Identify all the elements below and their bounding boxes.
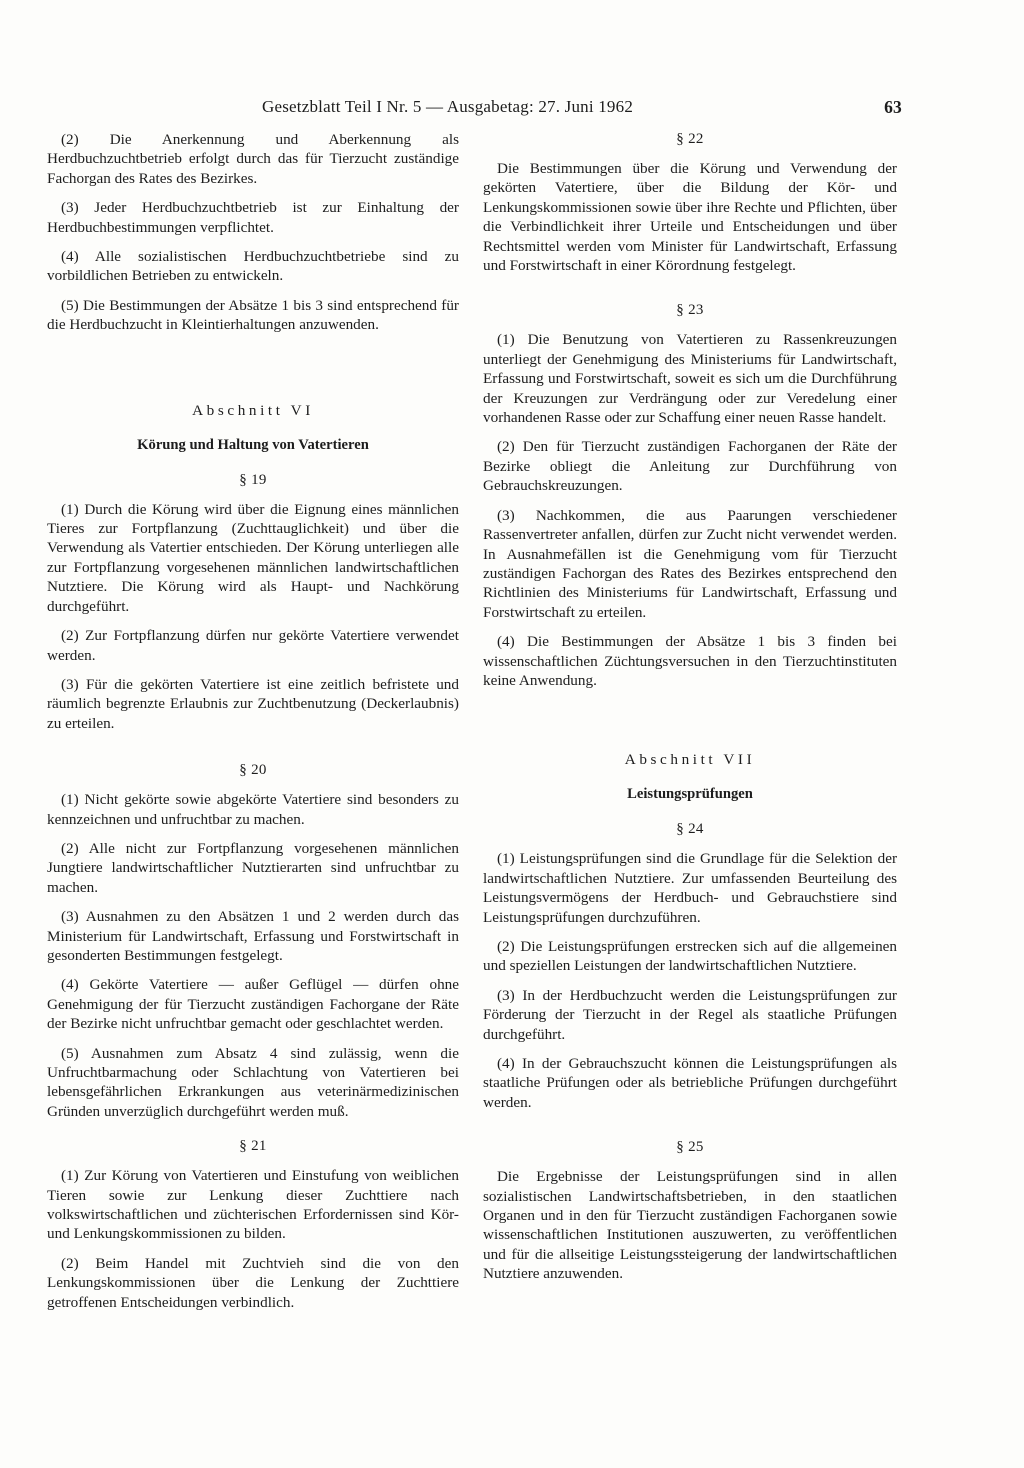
paragraph-24-4: (4) In der Gebrauchszucht können die Leistungsprüfungen als staatliche Prüfungen oder als betriebliche Prüfungen durchgeführt werden. [483, 1055, 897, 1111]
paragraph-20-5: (5) Ausnahmen zum Absatz 4 sind zulässig, wenn die Unfruchtbarmachung oder Schlachtung von Vatertieren bei lebensgefährlichen Erkrankungen aus veterinärmedizinischen Gründen unverzüglich durchgeführt werden muß. [47, 1044, 459, 1120]
paragraph-sign-21: § 21 [239, 1138, 267, 1155]
paragraph-20-4: (4) Gekörte Vatertiere — außer Geflügel — dürfen ohne Genehmigung der für Tierzucht zuständigen Fachorgane der Räte der Bezirke nicht unfruchtbar gemacht oder geschlachtet werden. [47, 976, 459, 1033]
page-header [262, 97, 902, 123]
header-title: Gesetzblatt Teil I Nr. 5 — Ausgabetag: 27. Juni 1962 [262, 97, 634, 116]
paragraph-23-2: (2) Den für Tierzucht zuständigen Fachorganen der Räte der Bezirke obliegt die Anleitung zur Durchführung von Gebrauchskreuzungen. [483, 438, 897, 495]
paragraph-sign-23: § 23 [676, 302, 704, 319]
section-heading-vi: Abschnitt VI [192, 401, 314, 419]
paragraph-25: Die Ergebnisse der Leistungsprüfungen sind in allen sozialistischen Landwirtschaftsbetrieben, in den staatlichen Organen und in den für Tierzucht zuständigen Fachorganen sowie wissenschaftlichen Institutionen auszuwerten, zu veröffentlichen und für die allseitige Leistungssteigerung der landwirtschaftlichen Nutztiere anzuwenden. [483, 1168, 897, 1283]
paragraph-18-4: (4) Alle sozialistischen Herdbuchzuchtbetriebe sind zu vorbildlichen Betrieben zu entwickeln. [47, 248, 459, 285]
paragraph-sign-19: § 19 [239, 471, 267, 488]
paragraph-23-3: (3) Nachkommen, die aus Paarungen verschiedener Rassenvertreter anfallen, dürfen zur Zucht nicht verwendet werden. In Ausnahmefällen ist die Genehmigung vom für Tierzucht zuständigen Fachorgan des Rates des Bezirkes entsprechend den Richtlinien des Ministeriums für Landwirtschaft, Erfassung und Forstwirtschaft zu erteilen. [483, 506, 897, 621]
paragraph-19-2: (2) Zur Fortpflanzung dürfen nur gekörte Vatertiere verwendet werden. [47, 627, 459, 664]
paragraph-sign-22: § 22 [676, 131, 704, 147]
page-number: 63 [884, 97, 902, 117]
paragraph-sign-25: § 25 [676, 1139, 704, 1156]
paragraph-21-2: (2) Beim Handel mit Zuchtvieh sind die von den Lenkungskommissionen über die Lenkung der Zuchttiere getroffenen Entscheidungen verbindlich. [47, 1254, 459, 1311]
paragraph-23-1: (1) Die Benutzung von Vatertieren zu Rassenkreuzungen unterliegt der Genehmigung des Ministeriums für Landwirtschaft, Erfassung und Forstwirtschaft, soweit es sich um die Durchführung der Kreuzungen zur Verdrängung oder zur Veredelung einer vorhandenen Rasse oder zur Schaffung einer neuen Rasse handelt. [483, 331, 897, 427]
paragraph-sign-20: § 20 [239, 762, 267, 779]
paragraph-19-1: (1) Durch die Körung wird über die Eignung eines männlichen Tieres zur Fortpflanzung (Zuchttauglichkeit) und über die Verwendung als Vatertier entschieden. Der Körung unterliegen alle zur Fortpflanzung vorgesehenen männlichen landwirtschaftlichen Nutztiere. Die Körung wird als Haupt- und Nachkörung durchgeführt. [47, 500, 459, 615]
paragraph-23-4: (4) Die Bestimmungen der Absätze 1 bis 3 finden bei wissenschaftlichen Züchtungsversuchen in den Tierzuchtinstituten keine Anwendung. [483, 633, 897, 689]
section-heading-vii: Abschnitt VII [624, 751, 756, 769]
paragraph-22: Die Bestimmungen über die Körung und Verwendung der gekörten Vatertiere, über die Bildung der Kör- und Lenkungskommissionen sowie über ihre Rechte und Pflichten, über die Verbindlichkeit ihrer Urteile und Entscheidungen und über Rechtsmittel werden vom Minister für Landwirtschaft, Erfassung und Forstwirtschaft in einer Körordnung festgelegt. [483, 160, 897, 275]
paragraph-20-1: (1) Nicht gekörte sowie abgekörte Vatertiere sind besonders zu kennzeichnen und unfruchtbar zu machen. [47, 791, 459, 828]
paragraph-24-1: (1) Leistungsprüfungen sind die Grundlage für die Selektion der landwirtschaftlichen Nutztiere. Zur umfassenden Beurteilung des Leistungsvermögens der Herdbuch- und Gebrauchstiere sind Leistungsprüfungen durchzuführen. [483, 850, 897, 926]
paragraph-21-1: (1) Zur Körung von Vatertieren und Einstufung von weiblichen Tieren sowie zur Lenkung dieser Zuchttiere nach volkswirtschaftlichen und züchterischen Erfordernissen sind Kör- und Lenkungskommissionen zu bilden. [47, 1167, 459, 1243]
paragraph-18-3: (3) Jeder Herdbuchzuchtbetrieb ist zur Einhaltung der Herdbuchbestimmungen verpflichtet. [47, 199, 459, 236]
paragraph-18-5: (5) Die Bestimmungen der Absätze 1 bis 3 sind entsprechend für die Herdbuchzucht in Kleintierhaltungen anzuwenden. [47, 296, 459, 334]
paragraph-sign-24: § 24 [676, 821, 704, 838]
paragraph-24-2: (2) Die Leistungsprüfungen erstrecken sich auf die allgemeinen und speziellen Leistungen der landwirtschaftlichen Nutztiere. [483, 937, 897, 975]
paragraph-19-3: (3) Für die gekörten Vatertiere ist eine zeitlich befristete und räumlich begrenzte Erlaubnis zur Zuchtbenutzung (Deckerlaubnis) zu erteilen. [47, 675, 459, 732]
paragraph-20-2: (2) Alle nicht zur Fortpflanzung vorgesehenen männlichen Jungtiere landwirtschaftlicher Nutztierarten sind unfruchtbar zu machen. [47, 839, 459, 896]
section-title-vii: Leistungsprüfungen [627, 786, 753, 803]
section-title-vi: Körung und Haltung von Vatertieren [137, 436, 369, 453]
right-column [483, 130, 897, 1284]
paragraph-20-3: (3) Ausnahmen zu den Absätzen 1 und 2 werden durch das Ministerium für Landwirtschaft, Erfassung und Forstwirtschaft in gesonderten Bestimmungen festgelegt. [47, 908, 459, 964]
left-column [47, 130, 459, 1312]
paragraph-18-2: (2) Die Anerkennung und Aberkennung als Herdbuchzuchtbetrieb erfolgt durch das für Tierzucht zuständige Fachorgan des Rates des Bezirkes. [47, 131, 459, 187]
paragraph-24-3: (3) In der Herdbuchzucht werden die Leistungsprüfungen zur Förderung der Tierzucht in der Regel als staatliche Prüfungen durchgeführt. [483, 986, 897, 1043]
